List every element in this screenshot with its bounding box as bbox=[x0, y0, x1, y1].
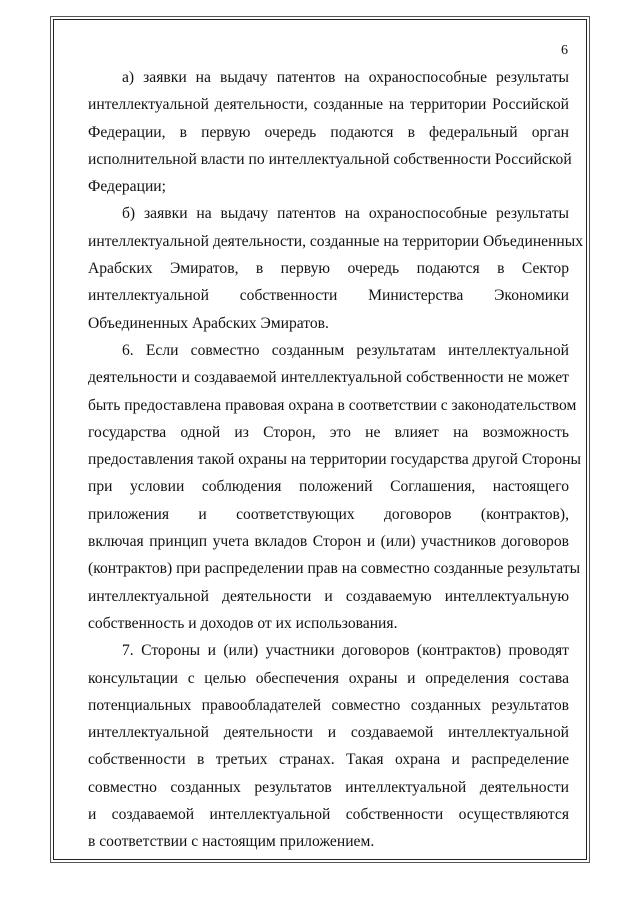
text-line: 7. Стороны и (или) участники договоров (контрактов) проводят bbox=[122, 642, 569, 660]
text-line: интеллектуальной деятельности, созданные на территории Российской bbox=[88, 96, 569, 114]
text-line: интеллектуальной деятельности и создаваемой интеллектуальной bbox=[88, 724, 569, 742]
page-number: 6 bbox=[561, 43, 568, 58]
text-line: б) заявки на выдачу патентов на охраноспособные результаты bbox=[122, 205, 569, 223]
text-line: потенциальных правообладателей совместно созданных результатов bbox=[88, 696, 569, 714]
document-body bbox=[88, 64, 584, 856]
text-line: (контрактов) при распределении прав на совместно созданные результаты bbox=[88, 560, 581, 578]
text-line: Федерации; bbox=[88, 178, 166, 196]
text-line: и создаваемой интеллектуальной собственности осуществляются bbox=[88, 806, 569, 824]
text-line: предоставления такой охраны на территории государства другой Стороны bbox=[88, 451, 581, 469]
paragraph-6 bbox=[88, 337, 581, 637]
text-line: интеллектуальной деятельности и создаваемую интеллектуальную bbox=[88, 587, 569, 605]
text-line: интеллектуальной собственности Министерства Экономики bbox=[88, 287, 569, 305]
text-line: собственность и доходов от их использования. bbox=[88, 614, 398, 632]
text-line: консультации с целью обеспечения охраны и определения состава bbox=[88, 669, 569, 687]
text-line: интеллектуальной деятельности, созданные на территории Объединенных bbox=[88, 232, 584, 250]
text-line: Арабских Эмиратов, в первую очередь подаются в Сектор bbox=[88, 260, 569, 278]
text-line: в соответствии с настоящим приложением. bbox=[88, 833, 375, 851]
text-line: 6. Если совместно созданным результатам интеллектуальной bbox=[122, 341, 569, 359]
text-line: включая принцип учета вкладов Сторон и (или) участников договоров bbox=[88, 533, 569, 551]
text-line: при условии соблюдения положений Соглашения, настоящего bbox=[88, 478, 569, 496]
text-line: исполнительной власти по интеллектуальной собственности Российской bbox=[88, 150, 572, 168]
text-line: приложения и соответствующих договоров (контрактов), bbox=[88, 505, 569, 523]
paragraph-b bbox=[88, 200, 584, 336]
text-line: совместно созданных результатов интеллектуальной деятельности bbox=[88, 778, 569, 796]
text-line: Объединенных Арабских Эмиратов. bbox=[88, 314, 329, 332]
paragraph-a bbox=[88, 64, 572, 200]
text-line: быть предоставлена правовая охрана в соответствии с законодательством bbox=[88, 396, 577, 414]
text-line: собственности в третьих странах. Такая охрана и распределение bbox=[88, 751, 569, 769]
text-line: Федерации, в первую очередь подаются в федеральный орган bbox=[88, 123, 569, 141]
text-line: деятельности и создаваемой интеллектуальной собственности не может bbox=[88, 369, 569, 387]
text-line: государства одной из Сторон, это не влияет на возможность bbox=[88, 423, 569, 441]
text-line: а) заявки на выдачу патентов на охраноспособные результаты bbox=[122, 69, 569, 86]
paragraph-7 bbox=[88, 637, 569, 855]
